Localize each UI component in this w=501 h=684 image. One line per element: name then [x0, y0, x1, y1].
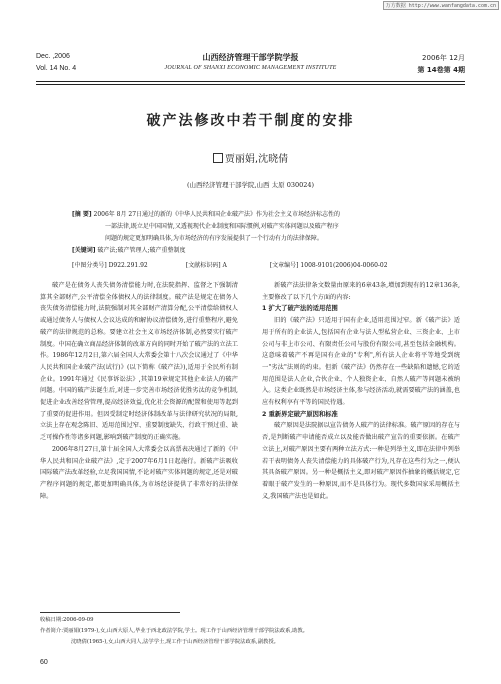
section-heading-1: 1 扩大了破产法的适用范围 [262, 305, 338, 313]
header-volume: Vol. 14 No. 4 [36, 65, 77, 72]
header-date-right: 2006年 12月 [422, 54, 465, 62]
affiliation: (山西经济管理干部学院,山西 太原 030024) [186, 181, 315, 189]
header-rule-thin [36, 84, 465, 85]
body-paragraph: 破产原因是法院据以宣告债务人破产的法律标准。破产原因的存在与否,是判断破产申请能否成立以及能否做出破产宣告的重要依据。在破产立法上,对破产原因主要有两种立法方式:一种是列举主义,即在法律中列举若干表明债务人丧失清偿能力的具体破产行为,凡存在这些行为之一,便认其具备破产原因。另一种是概括主义,即对破产原因作抽象的概括规定,它着眼于破产发生的一种原因,而不是具体行为。现代多数国家采用概括主义,我国破产法也是如此。 [262, 422, 460, 500]
running-header [36, 50, 465, 80]
right-column [262, 280, 460, 502]
section-heading-2: 2 重新界定破产原因和标准 [262, 410, 338, 418]
header-date-left: Dec. ,2006 [36, 53, 70, 60]
body-paragraph: 新破产法法律条文数量由原来的6章43条,增加到现有的12章136条,主要修改了以下几个方面的内容: [262, 282, 460, 301]
clc-number: [中图分类号] D922.291.92 [72, 262, 148, 269]
header-issue-right: 第 14卷第 4期 [417, 66, 465, 74]
header-rule-thick [36, 81, 465, 82]
body-paragraph: 2006年8月27日,第十届全国人大常委会以高票表决通过了新的《中华人民共和国企业破产法》,定于2007年6月1日起施行。新破产法吸收国际破产法改革经验,立足我国国情,不论对破产实体问题的规定,还是对破产程序问题的规定,都更加明确具体,为市场经济提供了非常好的法律保障。 [40, 445, 238, 500]
author-line [0, 150, 501, 165]
left-column [40, 280, 238, 502]
article-number: [文章编号] 1008-9101(2006)04-0060-02 [269, 262, 388, 269]
watermark-stamp: 万方数据 http://www.wanfangdata.com.cn [383, 1, 499, 10]
abstract-line-2: 一部法律,既立足中国国情,又透视现代企业制度和国际惯例,对破产实体问题以及破产程序 [105, 223, 339, 230]
journal-name-en: JOURNAL OF SHANXI ECONOMIC MANAGEMENT INSTITUTE [164, 65, 337, 71]
abstract [72, 209, 435, 257]
body-paragraph: 破产是在债务人丧失债务清偿能力时,在法院指挥、监督之下强制清算其全部财产,公平清偿全体债权人的法律制度。破产法是规定在债务人丧失债务清偿能力时,法院强制对其全部财产清算分配,公平清偿给债权人或通过债务人与债权人会议达成的和解协议清偿债务,进行重整程序,避免破产的法律规范的总称。要建立社会主义市场经济体制,必然要实行破产制度。中国在确立商品经济体制的改革方向的同时开始了破产法的立法工作。1986年12月2日,第六届全国人大常委会第十八次会议通过了《中华人民共和国企业破产法(试行)》(以下简称《破产法》),适用于全民所有制企业。1991年通过《民事诉讼法》,其第19章规定其他企业法人的破产问题。中国的破产法诞生后,对进一步完善市场经济优胜劣汰的竞争机制,促进企业改善经营管理,提高经济效益,优化社会资源的配置和使用等起到了重要的促进作用。但因受制定时经济体制改革与法律研究状况的局限,立法上存在观念陈旧、适用范围过窄、重要制度缺失、行政干预过重、缺乏可操作性等诸多问题,影响到破产制度的正确实施。 [40, 282, 238, 442]
authors: 贾丽娟,沈晓倩 [224, 154, 289, 165]
classification-row [72, 260, 435, 269]
author-bio-1: 作者简介:贾丽娟(1979-),女,山西大原人,毕业于西北政法学院,学士。现工作于山西经济管理干部学院法政系,助教。 [40, 628, 308, 634]
body-paragraph: 旧的《破产法》只适用于国有企业,适用范围过窄。新《破产法》适用于所有的企业法人,包括国有企业与法人型私营企业、三资企业、上市公司与非上市公司、有限责任公司与股份有限公司,甚至包括金融机构。这意味着破产不再是国有企业的"专利",所有法人企业将平等地受到统一"劣汰"法则的约束。但新《破产法》仍然存在一些缺陷和遗憾,它的适用范围是法人企业,合伙企业、个人独资企业、自然人破产等问题未被纳入。这类企业既然是市场经济主体,参与经济活动,就需要破产法的涵盖,也应有权利享有平等的国民待遇。 [262, 317, 460, 407]
author-box-icon [213, 153, 223, 163]
keywords-text: 破产法;破产管理人;破产重整制度 [97, 247, 186, 254]
journal-name-cn: 山西经济管理干部学院学报 [202, 53, 299, 62]
abstract-line-3: 问题的规定更加明确具体,为市场经济的有序发展提供了一个行动有力的法律保障。 [105, 235, 323, 242]
footnote-rule [40, 612, 180, 613]
abstract-line-1: 2006年 8月 27日通过的新的《中华人民共和国企业破产法》作为社会主义市场经济标志性的 [93, 211, 341, 218]
received-date: 收稿日期:2006-09-09 [40, 617, 94, 623]
keywords-label: [关键词] [72, 247, 96, 254]
document-code: [文献标识码] A [185, 262, 227, 269]
page-number: 60 [40, 659, 48, 666]
article-title: 破产法修改中若干制度的安排 [146, 113, 355, 129]
footnote [40, 615, 461, 648]
abstract-label: [摘 要] [72, 211, 92, 218]
author-bio-2: 沈晓倩(1965-),女,山西大同人,法学学士,现工作于山西经济管理干部学院法政系,副教授。 [71, 639, 279, 645]
